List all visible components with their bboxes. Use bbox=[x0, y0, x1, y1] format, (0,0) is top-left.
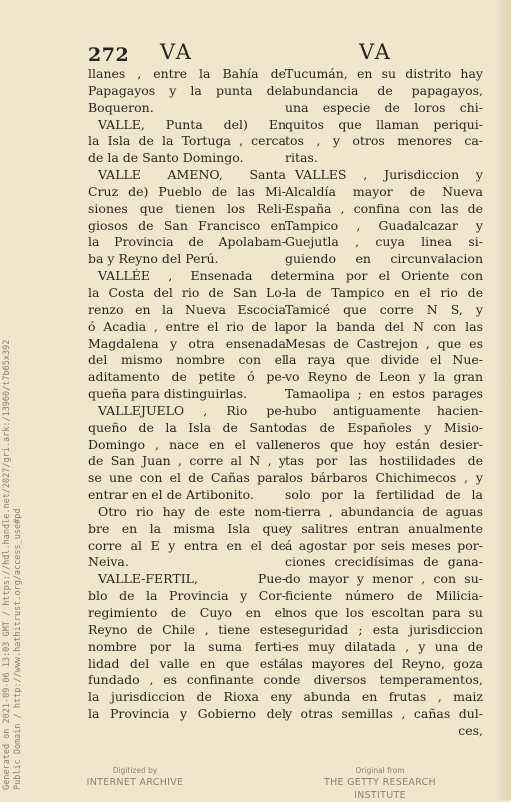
text-line: y abunda en frutas , maiz bbox=[285, 689, 483, 705]
text-line: entrar en el de Artibonito. bbox=[88, 487, 254, 503]
watermark-line-rights: Public Domain / http://www.hathitrust.org/access_use#pd bbox=[13, 508, 23, 790]
text-line: ritas. bbox=[285, 150, 318, 166]
text-line: do mayor y menor , con su- bbox=[285, 571, 483, 587]
text-line: tierra , abundancia de aguas bbox=[285, 503, 483, 519]
text-line: á agostar por seis meses por- bbox=[285, 537, 483, 553]
text-line: Mesas de Castrejon , que es bbox=[285, 335, 483, 351]
text-line: neros que hoy están desier- bbox=[285, 436, 483, 452]
page-header bbox=[84, 40, 482, 66]
digitizer-name: INTERNET ARCHIVE bbox=[86, 777, 184, 788]
text-line: corre al E y entra en el de bbox=[88, 537, 286, 553]
text-line: VALLE-FERTIL, Pue- bbox=[98, 571, 286, 587]
text-line: hubo antiguamente hacien- bbox=[285, 402, 483, 418]
text-line: Magdalena y otra ensenada bbox=[88, 335, 286, 351]
text-line: regimiento de Cuyo en el bbox=[88, 605, 286, 620]
text-line: llanes , entre la Bahía de bbox=[88, 66, 286, 81]
text-line: las mayores del Reyno, goza bbox=[285, 655, 483, 671]
text-line: seguridad ; esta jurisdiccion bbox=[285, 621, 483, 637]
text-line: Alcaldía mayor de Nueva bbox=[285, 183, 483, 199]
text-line: la jurisdiccion de Rioxa en bbox=[88, 689, 286, 705]
page-number: 272 bbox=[88, 44, 130, 66]
text-line: Neiva. bbox=[88, 554, 129, 570]
text-line: vo Reyno de Leon y la gran bbox=[285, 369, 483, 385]
left-text-column bbox=[88, 66, 286, 723]
text-line: es muy dilatada , y una de bbox=[285, 638, 483, 654]
text-line: Guejutla , cuya linea si- bbox=[285, 234, 483, 250]
text-line: Tucumán, en su distrito hay bbox=[285, 66, 483, 81]
text-line: Otro rio hay de este nom- bbox=[98, 503, 286, 519]
text-line: nos que los escoltan para su bbox=[285, 605, 483, 620]
text-line: Domingo , nace en el valle bbox=[88, 436, 286, 452]
page-footer bbox=[0, 766, 511, 800]
running-head-right: VA bbox=[359, 40, 392, 64]
text-line: del mismo nombre con el bbox=[88, 352, 286, 368]
text-line: la Provincia de Apolabam- bbox=[88, 234, 286, 250]
text-line: de diversos temperamentos, bbox=[285, 672, 483, 688]
right-text-column bbox=[285, 66, 483, 740]
text-line: una especie de loros chi- bbox=[285, 99, 483, 115]
text-line: ces, bbox=[458, 722, 483, 738]
source-institution-name: THE GETTY RESEARCH INSTITUTE bbox=[323, 777, 437, 801]
text-line: queña para distinguirlas. bbox=[88, 386, 248, 402]
text-line: ó Acadia , entre el rio de la bbox=[88, 318, 286, 334]
text-line: siones que tienen los Reli- bbox=[88, 200, 286, 216]
text-line: giosos de San Francisco en bbox=[88, 217, 286, 233]
text-line: los bárbaros Chichimecos , y bbox=[285, 470, 483, 486]
text-line: la Costa del rio de San Lo- bbox=[88, 284, 286, 300]
text-line: queño de la Isla de Santo bbox=[88, 419, 286, 435]
text-line: Tamicé que corre N S, y bbox=[285, 301, 483, 317]
page-edge bbox=[497, 0, 511, 800]
text-line: Boqueron. bbox=[88, 99, 154, 115]
text-line: nombre por la suma ferti- bbox=[88, 638, 286, 654]
text-line: aditamento de petite ó pe- bbox=[88, 369, 286, 385]
hathitrust-watermark bbox=[2, 339, 23, 790]
text-line: la Isla de la Tortuga , cerca bbox=[88, 133, 286, 149]
text-line: termina por el Oriente con bbox=[285, 268, 483, 284]
text-line: renzo en la Nueva Escocia bbox=[88, 301, 286, 317]
text-line: VALLE, Punta del) En bbox=[98, 116, 286, 132]
text-line: la de Tampico en el rio de bbox=[285, 284, 483, 300]
text-line: y salitres entran anualmente bbox=[285, 520, 483, 536]
text-line: Papagayos y la punta del bbox=[88, 82, 286, 98]
text-line: ba y Reyno del Perú. bbox=[88, 251, 219, 267]
text-line: de San Juan , corre al N , y bbox=[88, 453, 286, 469]
text-line: VALLES , Jurisdiccion y bbox=[295, 167, 483, 183]
text-line: Cruz de) Pueblo de las Mi- bbox=[88, 183, 286, 199]
text-line: Tamaolipa ; en estos parages bbox=[285, 386, 483, 402]
text-line: solo por la fertilidad de la bbox=[285, 487, 483, 503]
watermark-line-generated: Generated on 2021-09-06 13:03 GMT / https://hdl.handle.net/2027/gri.ark:/13960/t7b65x392 bbox=[2, 339, 12, 790]
text-line: VALLE AMENO, Santa bbox=[98, 167, 286, 183]
text-line: España , confina con las de bbox=[285, 200, 483, 216]
original-from-label: Original from bbox=[355, 766, 405, 775]
text-line: tos , y otros menores ca- bbox=[285, 133, 483, 149]
text-line: fundado , es confinante con bbox=[88, 672, 286, 688]
text-line: y otras semillas , cañas dul- bbox=[285, 706, 483, 722]
text-line: VALLÉE , Ensenada de bbox=[98, 268, 286, 284]
text-line: se une con el de Cañas para bbox=[88, 470, 286, 486]
text-line: bre en la misma Isla que bbox=[88, 520, 286, 536]
running-head-left: VA bbox=[160, 40, 193, 64]
text-line: por la banda del N con las bbox=[285, 318, 483, 334]
text-line: blo de la Provincia y Cor- bbox=[88, 588, 286, 604]
text-line: VALLEJUELO , Rio pe- bbox=[98, 402, 286, 418]
text-line: Tampico , Guadalcazar y bbox=[285, 217, 483, 233]
text-line: abundancia de papagayos, bbox=[285, 82, 483, 98]
text-line: quitos que llaman periqui- bbox=[285, 116, 483, 132]
text-line: lidad del valle en que está bbox=[88, 655, 286, 671]
text-line: tas por las hostilidades de bbox=[285, 453, 483, 469]
text-line: das de Españoles y Misio- bbox=[285, 419, 483, 435]
digitized-by-label: Digitized by bbox=[112, 766, 158, 775]
text-line: ciones crecidísimas de gana- bbox=[285, 554, 483, 570]
text-line: la raya que divide el Nue- bbox=[285, 352, 483, 368]
digitizer-credit bbox=[80, 766, 190, 789]
text-line: ficiente número de Milicia- bbox=[285, 588, 483, 604]
original-source-credit bbox=[305, 766, 455, 802]
text-line: guiendo en circunvalacion bbox=[285, 251, 483, 267]
text-line: de la de Santo Domingo. bbox=[88, 150, 244, 166]
text-line: la Provincia y Gobierno del bbox=[88, 706, 286, 722]
text-line: Reyno de Chile , tiene este bbox=[88, 621, 286, 637]
